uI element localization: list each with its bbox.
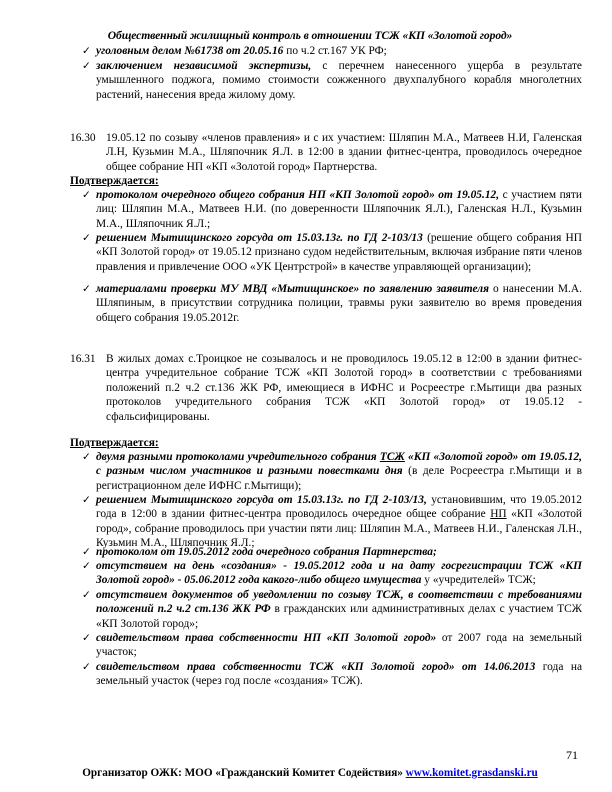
checkmark-icon: ✓ — [82, 560, 91, 572]
list-item: ✓ отсутствием на день «создания» - 19.05.2012 года и на дату госрегистрации ТСЖ «КП Золотой город» - 05.06.2012 года какого-либо общего имущества у «учредителей» ТСЖ; — [82, 560, 582, 587]
list-item: ✓ решением Мытищинского горсуда от 15.03.13г. по ГД 2-103/13, установившим, что 19.05.2012 года в 12:00 в здании фитнес-центра проводилось очередное общее собрание НП «КП «Золотой город», собрание проводилось при участии пяти лиц: Шляпин М.А., Матвеев Н.И., Галенская Л.Н., Кузьмин М.А., Шляпочник Я.Л.; — [82, 494, 583, 550]
checkmark-icon: ✓ — [82, 60, 91, 72]
footer-organizer: Организатор ОЖК: МОО «Гражданский Комитет Содействия» — [82, 767, 406, 779]
checkmark-icon: ✓ — [82, 589, 91, 601]
checkmark-icon: ✓ — [82, 661, 91, 673]
checkmark-icon: ✓ — [82, 494, 91, 506]
footer-link[interactable]: www.komitet.grasdanski.ru — [405, 767, 538, 779]
list-item: ✓ протоколом очередного общего собрания НП «КП Золотой город» от 19.05.12, с участием пяти лиц: Шляпин М.А., Матвеев Н.И. (по доверенности Шляпочник Я.Л.), Галенская Н.Л., Кузьмин М.А., Шляпочник Я.Л.; — [82, 189, 582, 230]
paragraph-16-30: 16.30 19.05.12 по созыву «членов правления» и с их участием: Шляпин М.А., Матвеев Н.И, Галенская Л.Н, Кузьмин М.А., Шляпочник Я.Л. в 12:00 в здании фитнес-центра, проводилось очередное общее собрание НП «КП «Золотой город» Партнерства. — [70, 132, 582, 173]
checkmark-icon: ✓ — [82, 451, 91, 463]
checkmark-icon: ✓ — [82, 45, 91, 57]
list-item: ✓ двумя разными протоколами учредительного собрания ТСЖ «КП «Золотой город» от 19.05.12, с разным числом участников и разными повестками дня (в деле Росреестра г.Мытищи и в регистрационном деле ИФНС г.Мытищи); — [82, 451, 582, 492]
checkmark-icon: ✓ — [82, 189, 91, 201]
list-item: ✓ отсутствием документов об уведомлении по созыву ТСЖ, в соответствии с требованиями положений п.2 ч.2 ст.136 ЖК РФ в гражданских или административных делах с участием ТСЖ «КП Золотой город»; — [82, 589, 582, 630]
paragraph-16-31: 16.31 В жилых домах с.Троицкое не созывалось и не проводилось 19.05.12 в 12:00 в здании фитнес-центра учредительное собрание ТСЖ «КП Золотой город» в соответствии с требованиями положений п.2 ч.2 ст.136 ЖК РФ, имеющиеся в ИФНС и Росреестре г.Мытищи два разных протоколов учредительного собрания ТСЖ «КП Золотой город» от 19.05.12 - сфальсифицированы. — [70, 353, 582, 423]
checkmark-icon: ✓ — [82, 632, 91, 644]
confirms-heading: Подтверждается: — [70, 175, 159, 187]
list-item: ✓ решением Мытищинского горсуда от 15.03.13г. по ГД 2-103/13 (решение общего собрания НП «КП Золотой город» от 19.05.12 признано судом недействительным, включая избрание пяти членов правления и привлечение ООО «УК Центрстрой» в качестве управляющей организации); — [82, 232, 582, 273]
section-number: 16.30 — [70, 132, 96, 144]
checkmark-icon: ✓ — [82, 283, 91, 295]
list-item: ✓ материалами проверки МУ МВД «Мытищинское» по заявлению заявителя о нанесении М.А. Шляпиным, в присутствии сотрудника полиции, травмы руки заявителю во время проведения общего собрания 19.05.2012г. — [82, 283, 582, 324]
checkmark-icon: ✓ — [82, 232, 91, 244]
page-number: 71 — [566, 748, 578, 762]
list-item: ✓ уголовным делом №61738 от 20.05.16 по ч.2 ст.167 УК РФ; — [82, 45, 387, 57]
page-footer — [40, 767, 580, 779]
checkmark-icon: ✓ — [82, 546, 91, 558]
section-number: 16.31 — [70, 353, 96, 365]
list-item: ✓ свидетельством права собственности НП «КП Золотой город» от 2007 года на земельный участок; — [82, 632, 582, 659]
list-item: ✓ свидетельством права собственности ТСЖ «КП Золотой город» от 14.06.2013 года на земельный участок (через год после «создания» ТСЖ). — [82, 661, 582, 688]
page-header: Общественный жилищный контроль в отношении ТСЖ «КП «Золотой город» — [107, 29, 513, 42]
list-item: ✓ заключением независимой экспертизы, с перечнем нанесенного ущерба в результате умышленного поджога, помимо стоимости сожженного двухпалубного корабля многолетних растений, нанесения вреда жилому дому. — [82, 60, 582, 101]
list-item: ✓ протоколом от 19.05.2012 года очередного собрания Партнерства; — [82, 546, 437, 558]
confirms-heading: Подтверждается: — [70, 437, 159, 449]
